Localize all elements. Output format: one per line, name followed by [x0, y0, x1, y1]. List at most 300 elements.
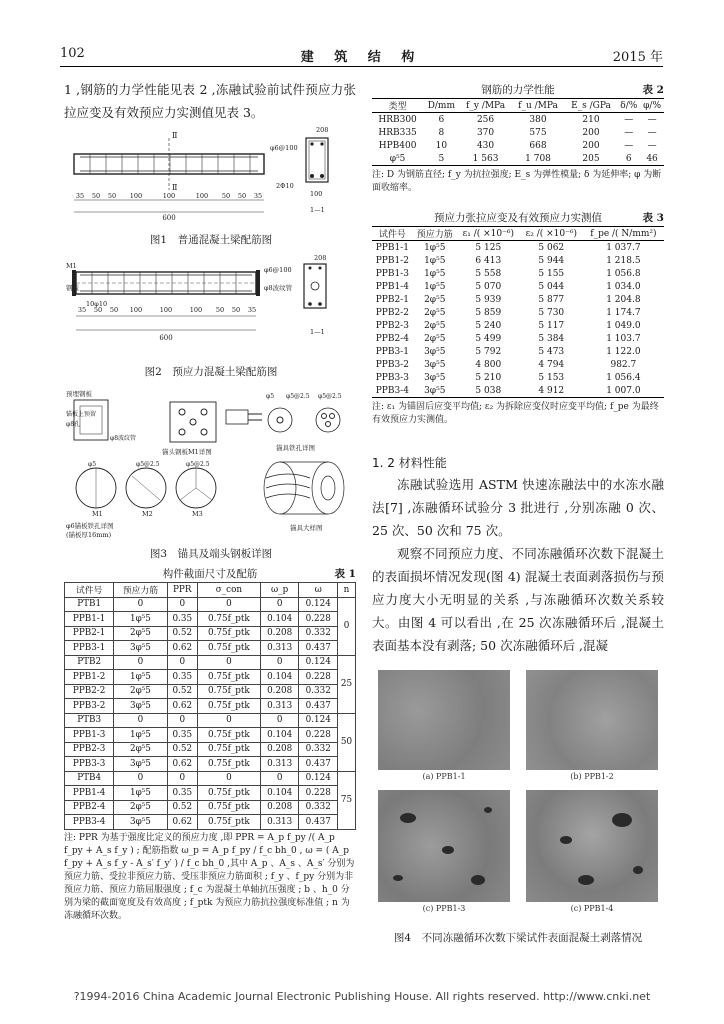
table-cell: 370 — [476, 127, 495, 138]
svg-text:1—1: 1—1 — [310, 206, 325, 214]
table-row — [372, 345, 664, 358]
table-cell: 5 792 — [475, 346, 502, 357]
table-cell: 0.208 — [260, 742, 299, 757]
table-cell: 4 794 — [538, 359, 565, 370]
table-cell: 0 — [167, 597, 197, 612]
table-cell: PTB1 — [65, 597, 114, 612]
svg-text:φ5@2.5: φ5@2.5 — [136, 461, 160, 468]
svg-text:600: 600 — [159, 334, 173, 342]
table-cell: 46 — [646, 153, 658, 164]
table-cell: 0.35 — [167, 786, 197, 801]
svg-text:100: 100 — [310, 190, 323, 198]
table-cell: 1φ⁵5 — [114, 670, 167, 685]
table-cell: PPB1-3 — [375, 268, 409, 279]
table-cell: — — [624, 114, 634, 125]
table-cell: 0.35 — [167, 728, 197, 743]
table-cell: PPB2-4 — [65, 800, 114, 815]
svg-text:50: 50 — [107, 192, 117, 200]
table-cell: 0.313 — [260, 699, 299, 714]
table-cell: 0.313 — [260, 641, 299, 656]
table-cell: PPB3-4 — [65, 815, 114, 830]
table-row — [372, 293, 664, 306]
section-paragraph-2: 观察不同预应力度、不同冻融循环次数下混凝土的表面损坏情况发现(图 4) 混凝土表面剥落损伤与预应力度大小无明显的关系 ,与冻融循环次数关系较大。由图 4 可以看出 ,在 25 次冻融循环后 ,混凝土表面基本没有剥落; 50 次冻融循环后 ,混凝 — [372, 546, 664, 653]
table-cell: 0.52 — [167, 742, 197, 757]
table-cell: 5 — [438, 153, 445, 164]
table-cell: PPB3-1 — [375, 346, 409, 357]
table-cell: 6 413 — [475, 255, 502, 266]
table-1 — [64, 582, 356, 830]
table-cell: 3φ⁵5 — [114, 757, 167, 772]
table-cell: 0.52 — [167, 800, 197, 815]
table-cell: 200 — [582, 127, 600, 138]
svg-text:φ5@2.5: φ5@2.5 — [318, 393, 342, 400]
table-header-cell: ε₂ /( ×10⁻⁶) — [525, 228, 577, 239]
photo-b — [526, 670, 658, 770]
table-row — [372, 332, 664, 345]
svg-text:50: 50 — [221, 192, 231, 200]
table-cell: HPB400 — [378, 140, 417, 151]
table-cell: 0.313 — [260, 815, 299, 830]
table-cell: PTB3 — [65, 713, 114, 728]
table-cell: 0.104 — [260, 670, 299, 685]
table-cell: 0.75f_ptk — [197, 786, 260, 801]
table-header-cell: ω — [299, 583, 338, 598]
table-cell: 5 877 — [538, 294, 565, 305]
table-cell: 1 056.8 — [606, 268, 641, 279]
table-row — [372, 113, 664, 127]
table-row — [372, 267, 664, 280]
table-cell: 1 049.0 — [606, 320, 641, 331]
svg-text:2Φ10: 2Φ10 — [276, 182, 294, 190]
table-cell: 5 944 — [538, 255, 565, 266]
table-cell: 0.75f_ptk — [197, 641, 260, 656]
table-cell: 0.437 — [299, 815, 338, 830]
table-cell: 5 117 — [538, 320, 565, 331]
table-header-cell: 预应力筋 — [114, 583, 167, 598]
table-header-cell: f_pe /( N/mm²) — [590, 228, 657, 239]
table-cell: 0.124 — [299, 713, 338, 728]
table-cell: 0 — [260, 597, 299, 612]
table-cell: PPB2-1 — [375, 294, 409, 305]
table-cell: 0.62 — [167, 757, 197, 772]
figure-2-caption: 图2 预应力混凝土梁配筋图 — [144, 366, 278, 378]
svg-text:35: 35 — [247, 306, 257, 314]
figure-4-caption: 图4 不同冻融循环次数下梁试件表面混凝土剥落情况 — [393, 932, 643, 944]
table-cell: PPB2-3 — [65, 742, 114, 757]
svg-text:φ6@100: φ6@100 — [264, 266, 292, 274]
cycle-count-cell: 75 — [338, 771, 356, 829]
table-cell: PPB3-3 — [375, 372, 409, 383]
svg-text:锚具铁孔详图: 锚具铁孔详图 — [276, 444, 315, 452]
table-cell: 0.75f_ptk — [197, 699, 260, 714]
page-number: 102 — [60, 46, 85, 61]
table-cell: 0.124 — [299, 655, 338, 670]
svg-text:φ8波纹管: φ8波纹管 — [264, 284, 293, 292]
table-cell: 256 — [476, 114, 495, 125]
table-cell: PTB4 — [65, 771, 114, 786]
table-row — [65, 670, 356, 685]
copyright-footer: ?1994-2016 China Academic Journal Electronic Publishing House. All rights reserved. http://www.cnki.net — [73, 990, 651, 1003]
table-cell: 2φ⁵5 — [114, 800, 167, 815]
table-cell: 6 — [625, 153, 632, 164]
table-cell: — — [647, 114, 657, 125]
table-cell: 1φ⁵5 — [114, 612, 167, 627]
table-cell: 1 037.7 — [606, 242, 641, 253]
table-row — [65, 684, 356, 699]
svg-text:φ5: φ5 — [88, 461, 97, 468]
table-cell: 4 800 — [475, 359, 502, 370]
table-cell: 0.228 — [299, 728, 338, 743]
table-cell: 0 — [167, 713, 197, 728]
table-cell: 3φ⁵5 — [424, 372, 446, 383]
table-cell: 0.75f_ptk — [197, 815, 260, 830]
table-row — [65, 800, 356, 815]
table-cell: 0.75f_ptk — [197, 800, 260, 815]
table-cell: 205 — [582, 153, 600, 164]
table-cell: 1 204.8 — [606, 294, 641, 305]
table-cell: 10 — [435, 140, 448, 151]
section-mark-top: Ⅱ — [172, 131, 178, 140]
svg-text:100: 100 — [162, 192, 176, 200]
table-cell: 0.35 — [167, 670, 197, 685]
table-3-title: 预应力张拉应变及有效预应力实测值 表 3 — [434, 212, 664, 224]
table-row — [65, 699, 356, 714]
svg-text:10φ10: 10φ10 — [86, 300, 108, 308]
table-cell: 1φ⁵5 — [424, 242, 446, 253]
table-header-cell: ε₁ /( ×10⁻⁶) — [462, 228, 514, 239]
year: 2015 年 — [612, 50, 663, 65]
table-cell: 0.228 — [299, 786, 338, 801]
table-cell: 0.104 — [260, 612, 299, 627]
table-header-cell: 类型 — [388, 102, 407, 112]
table-cell: PPB3-4 — [375, 385, 409, 396]
figure-1-caption: 图1 普通混凝土梁配筋图 — [149, 234, 273, 246]
table-cell: 0.332 — [299, 626, 338, 641]
table-2-note: 注: D 为钢筋直径; f_y 为抗拉强度; E_s 为弹性模量; δ 为延伸率; φ 为断面收缩率。 — [372, 170, 662, 193]
cycle-count-cell: 0 — [338, 597, 356, 655]
table-cell: 1 708 — [525, 153, 551, 164]
table-header-cell: φ/% — [643, 100, 661, 111]
svg-text:100: 100 — [129, 306, 143, 314]
table-cell: 0.62 — [167, 815, 197, 830]
table-cell: 0.52 — [167, 684, 197, 699]
svg-text:1—1: 1—1 — [310, 328, 325, 336]
svg-text:锚具大样图: 锚具大样图 — [290, 524, 323, 532]
table-cell: 0 — [197, 597, 260, 612]
table-cell: 3φ⁵5 — [424, 346, 446, 357]
table-cell: 5 125 — [475, 242, 502, 253]
table-cell: 0.75f_ptk — [197, 742, 260, 757]
table-cell: 0 — [197, 771, 260, 786]
photo-a — [378, 670, 510, 770]
table-cell: 2φ⁵5 — [114, 742, 167, 757]
svg-text:50: 50 — [215, 306, 225, 314]
figure-3 — [66, 388, 356, 560]
table-cell: 1 563 — [472, 153, 499, 164]
table-3-block — [372, 210, 664, 427]
svg-text:锚头钢板M1详图: 锚头钢板M1详图 — [162, 448, 212, 456]
table-row — [372, 371, 664, 384]
table-cell: 6 — [438, 114, 445, 125]
svg-text:50: 50 — [91, 192, 101, 200]
table-row — [65, 757, 356, 772]
table-cell: 1 103.7 — [606, 333, 641, 344]
table-cell: PTB2 — [65, 655, 114, 670]
table-row — [372, 384, 664, 398]
table-cell: 3φ⁵5 — [424, 359, 446, 370]
figure-4: (a) PPB1-1 (b) PPB1-2 (c) PPB1-3 (c) PPB1-4 — [378, 670, 658, 946]
table-cell: 0.228 — [299, 670, 338, 685]
table-cell: 210 — [582, 114, 600, 125]
table-cell: 0 — [114, 655, 167, 670]
table-cell: 0.208 — [260, 800, 299, 815]
table-3 — [372, 226, 664, 398]
svg-text:50: 50 — [231, 306, 241, 314]
table-cell: PPB3-2 — [375, 359, 409, 370]
table-header-cell: PPR — [167, 583, 197, 598]
table-row — [372, 319, 664, 332]
cycle-count-cell: 25 — [338, 655, 356, 713]
table-row — [372, 241, 664, 255]
anchor-detail-drawing — [66, 388, 356, 538]
table-cell: 5 070 — [475, 281, 502, 292]
svg-text:M1: M1 — [92, 510, 103, 518]
table-row — [65, 713, 356, 728]
table-cell: 1 218.5 — [606, 255, 641, 266]
section-mark-bottom: Ⅱ — [172, 183, 178, 192]
svg-text:100: 100 — [195, 192, 209, 200]
table-cell: 1φ⁵5 — [424, 255, 446, 266]
table-cell: 0.332 — [299, 800, 338, 815]
table-row — [65, 626, 356, 641]
table-cell: PPB2-1 — [65, 626, 114, 641]
table-cell: 0.437 — [299, 757, 338, 772]
table-2 — [372, 98, 664, 166]
table-header-cell: 试件号 — [378, 230, 406, 240]
table-cell: PPB1-2 — [375, 255, 409, 266]
table-cell: PPB3-2 — [65, 699, 114, 714]
table-cell: 2φ⁵5 — [114, 684, 167, 699]
table-cell: 1 174.7 — [606, 307, 641, 318]
table-cell: 5 062 — [538, 242, 565, 253]
table-row — [65, 815, 356, 830]
table-row — [65, 641, 356, 656]
table-3-note: 注: ε₁ 为锚固后应变平均值; ε₂ 为拆除应变仪时应变平均值; f_pe 为最终有效预应力实测值。 — [372, 402, 659, 425]
table-cell: 1 034.0 — [606, 281, 641, 292]
table-cell: 0.35 — [167, 612, 197, 627]
table-cell: 0.332 — [299, 684, 338, 699]
table-cell: 4 912 — [538, 385, 565, 396]
table-cell: 5 939 — [475, 294, 502, 305]
svg-text:50: 50 — [109, 306, 119, 314]
table-cell: 0.75f_ptk — [197, 670, 260, 685]
table-1-block — [64, 566, 356, 923]
figure-2 — [66, 254, 356, 378]
svg-text:φ5@2.5: φ5@2.5 — [186, 461, 210, 468]
svg-text:M2: M2 — [142, 510, 153, 518]
table-cell: 0.437 — [299, 641, 338, 656]
svg-text:50: 50 — [237, 192, 247, 200]
table-cell: 0 — [114, 597, 167, 612]
svg-text:35: 35 — [253, 192, 263, 200]
table-cell: 5 730 — [538, 307, 565, 318]
svg-text:M1: M1 — [66, 262, 77, 270]
table-cell: 380 — [529, 114, 547, 125]
photo-d — [526, 790, 658, 902]
figure-1 — [66, 124, 356, 244]
table-header-cell: f_u /MPa — [518, 100, 558, 111]
table-cell: 5 384 — [538, 333, 565, 344]
photo-c — [378, 790, 510, 902]
svg-text:φ5: φ5 — [266, 393, 275, 400]
table-cell: 1 007.0 — [606, 385, 641, 396]
beam-reinforcement-drawing-1 — [66, 124, 356, 224]
svg-text:φ8孔: φ8孔 — [66, 421, 81, 428]
svg-text:208: 208 — [316, 126, 329, 134]
table-row — [372, 358, 664, 371]
table-cell: HRB335 — [378, 127, 417, 138]
table-cell: 0.75f_ptk — [197, 684, 260, 699]
running-header — [60, 44, 663, 67]
table-cell: 1φ⁵5 — [114, 786, 167, 801]
table-row — [372, 280, 664, 293]
table-cell: 5 473 — [538, 346, 565, 357]
table-cell: 0 — [197, 655, 260, 670]
table-header-cell: 试件号 — [65, 583, 114, 598]
table-cell: 0 — [260, 771, 299, 786]
svg-text:35: 35 — [75, 192, 85, 200]
table-cell: 0.52 — [167, 626, 197, 641]
svg-text:钢板: 钢板 — [66, 284, 79, 292]
table-header-cell: 预应力筋 — [416, 230, 453, 240]
table-cell: PPB3-1 — [65, 641, 114, 656]
svg-text:100: 100 — [189, 306, 203, 314]
table-cell: 0 — [114, 713, 167, 728]
table-cell: 8 — [438, 127, 445, 138]
svg-text:100: 100 — [129, 192, 143, 200]
journal-name: 建 筑 结 构 — [300, 50, 423, 65]
table-cell: PPB1-1 — [65, 612, 114, 627]
table-cell: 5 038 — [475, 385, 502, 396]
svg-text:φ6锚板铁孔详图: φ6锚板铁孔详图 — [66, 522, 114, 530]
svg-text:(锚板厚16mm): (锚板厚16mm) — [66, 531, 112, 538]
table-2-block — [372, 82, 664, 195]
svg-text:预埋钢板: 预埋钢板 — [66, 390, 92, 398]
table-row — [65, 655, 356, 670]
intro-paragraph: 1 ,钢筋的力学性能见表 2 ,冻融试验前试件预应力张拉应变及有效预应力实测值见表 3。 — [64, 82, 356, 120]
table-cell: 0 — [167, 655, 197, 670]
table-cell: 0.62 — [167, 699, 197, 714]
table-cell: 668 — [529, 140, 547, 151]
table-row — [372, 254, 664, 267]
table-row — [65, 771, 356, 786]
table-cell: PPB1-4 — [65, 786, 114, 801]
table-cell: PPB2-2 — [375, 307, 409, 318]
table-cell: 3φ⁵5 — [424, 385, 446, 396]
table-cell: 2φ⁵5 — [424, 320, 446, 331]
svg-text:φ8波纹管: φ8波纹管 — [110, 435, 137, 442]
svg-text:100: 100 — [159, 306, 173, 314]
table-cell: 0.75f_ptk — [197, 612, 260, 627]
table-row — [372, 139, 664, 152]
table-cell: 5 210 — [475, 372, 502, 383]
svg-text:35: 35 — [77, 306, 87, 314]
table-cell: 0.228 — [299, 612, 338, 627]
table-cell: 5 240 — [475, 320, 502, 331]
table-row — [372, 126, 664, 139]
figure-3-caption: 图3 锚具及端头钢板详图 — [149, 548, 273, 560]
table-cell: 0 — [260, 713, 299, 728]
table-header-cell: E_s /GPa — [571, 100, 611, 111]
table-header-cell: δ/% — [620, 100, 638, 111]
table-cell: 0 — [260, 655, 299, 670]
table-cell: — — [647, 127, 657, 138]
table-cell: 0 — [167, 771, 197, 786]
table-cell: PPB1-2 — [65, 670, 114, 685]
table-cell: 0.208 — [260, 626, 299, 641]
left-column — [64, 78, 356, 124]
table-row — [65, 786, 356, 801]
table-cell: 0.208 — [260, 684, 299, 699]
table-cell: 0 — [114, 771, 167, 786]
table-cell: 2φ⁵5 — [424, 307, 446, 318]
table-cell: PPB1-3 — [65, 728, 114, 743]
svg-text:φ5@2.5: φ5@2.5 — [286, 393, 310, 400]
section-1-2 — [372, 454, 664, 657]
table-cell: 5 155 — [538, 268, 565, 279]
table-cell: 1φ⁵5 — [424, 268, 446, 279]
table-cell: 1 056.4 — [606, 372, 641, 383]
table-cell: 430 — [476, 140, 495, 151]
table-cell: 0.124 — [299, 597, 338, 612]
table-header-cell: f_y /MPa — [466, 100, 506, 111]
table-cell: 2φ⁵5 — [424, 294, 446, 305]
table-cell: 5 558 — [475, 268, 502, 279]
table-cell: 0.332 — [299, 742, 338, 757]
table-header-cell: n — [338, 583, 356, 598]
table-row — [65, 728, 356, 743]
table-cell: 0.75f_ptk — [197, 626, 260, 641]
svg-text:φ6@100: φ6@100 — [270, 144, 298, 152]
table-row — [65, 742, 356, 757]
svg-text:锚板上预留: 锚板上预留 — [66, 411, 97, 418]
table-cell: 200 — [582, 140, 600, 151]
table-cell: PPB2-3 — [375, 320, 409, 331]
table-cell: 5 044 — [538, 281, 565, 292]
table-cell: 5 859 — [475, 307, 502, 318]
svg-text:M3: M3 — [192, 510, 203, 518]
table-cell: — — [624, 140, 634, 151]
table-cell: 1 122.0 — [606, 346, 641, 357]
table-cell: — — [624, 127, 634, 138]
table-cell: 0.75f_ptk — [197, 728, 260, 743]
table-1-note: 注: PPR 为基于强度比定义的预应力度 ,即 PPR = A_p f_py /( A_p f_py + A_s f_y ) ; 配筋指数 ω_p = A_p f_py / f_c bh_0 , ω = ( A_p f_py + A_s f_y - A_s′ f_y′ ) / f_c bh_0 ,其中 A_p 、A_s 、A_s′ 分别为预应力筋、受拉非预应力筋、受压非预应力筋面积 ; f_y 、f_py 分别为非预应力筋、预应力筋屈服强度 ; f_c 为混凝土单轴抗压强度 ; b 、h_0 分别为梁的截面宽度及有效高度 ; f_ptk 为预应力筋抗拉强度标准值 ; n 为冻融循环次数。 — [64, 832, 355, 921]
table-cell: 0.437 — [299, 699, 338, 714]
table-cell: 2φ⁵5 — [114, 626, 167, 641]
table-cell: 3φ⁵5 — [114, 699, 167, 714]
table-cell: PPB1-1 — [375, 242, 409, 253]
section-heading: 1. 2 材料性能 — [372, 456, 447, 470]
table-cell: 5 153 — [538, 372, 565, 383]
table-header-cell: ω_p — [260, 583, 299, 598]
table-cell: 0.62 — [167, 641, 197, 656]
table-header-cell: σ_con — [197, 583, 260, 598]
table-cell: PPB3-3 — [65, 757, 114, 772]
table-cell: 3φ⁵5 — [114, 641, 167, 656]
section-paragraph-1: 冻融试验选用 ASTM 快速冻融法中的水冻水融法[7] ,冻融循环试验分 3 批进行 ,分别冻融 0 次、25 次、50 次和 75 次。 — [372, 477, 664, 538]
table-row — [65, 612, 356, 627]
table-cell: PPB2-4 — [375, 333, 409, 344]
